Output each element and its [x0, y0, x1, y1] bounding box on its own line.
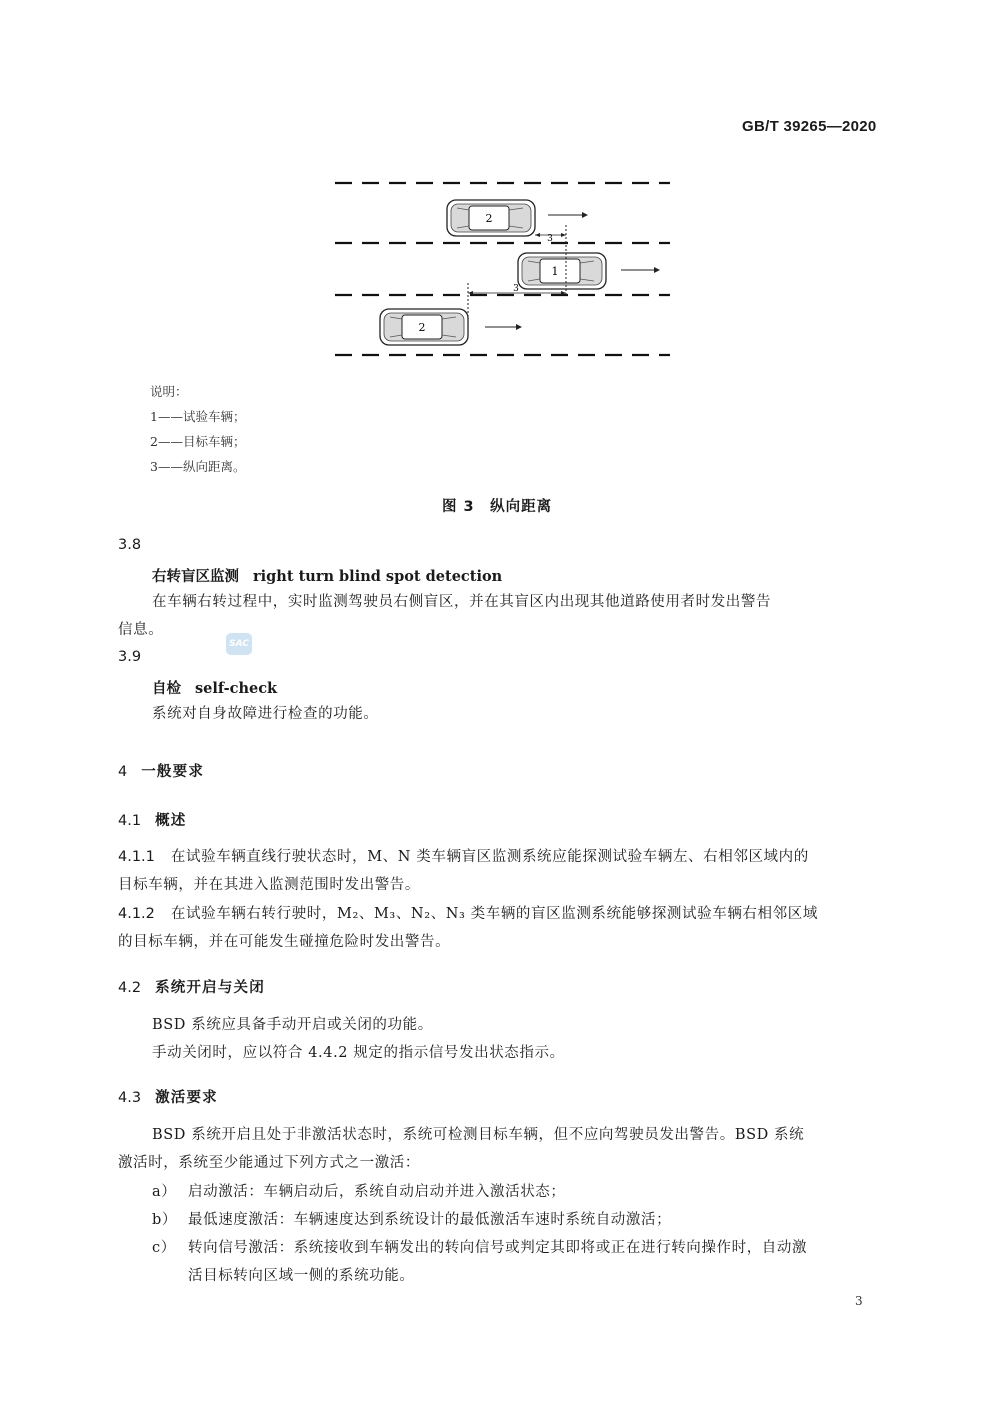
car-label: 2 — [485, 212, 493, 225]
term-heading — [152, 677, 277, 698]
section-heading: 4.2 系统开启与关闭 — [118, 980, 265, 996]
paragraph: 手动关闭时，应以符合 4.4.2 规定的指示信号发出状态指示。 — [152, 1045, 565, 1061]
paragraph: BSD 系统开启且处于非激活状态时，系统可检测目标车辆，但不应向驾驶员发出警告。BSD 系统 — [152, 1127, 805, 1143]
list-item: b） 最低速度激活：车辆速度达到系统设计的最低激活车速时系统自动激活； — [152, 1212, 672, 1228]
legend-item: 3——纵向距离。 — [150, 459, 246, 474]
legend-title: 说明： — [150, 384, 188, 399]
car-label: 2 — [418, 321, 426, 334]
figure-caption: 图 3 纵向距离 — [442, 499, 553, 515]
longitudinal-distance-figure — [330, 175, 675, 365]
clause-number: 3.8 — [118, 537, 142, 553]
definition-text: 系统对自身故障进行检查的功能。 — [152, 706, 379, 722]
term-chinese: 右转盲区监测 — [152, 569, 239, 585]
distance-label: 3 — [547, 234, 553, 244]
term-chinese: 自检 — [152, 681, 181, 697]
definition-text: 信息。 — [118, 622, 164, 638]
test-vehicle — [518, 253, 606, 289]
term-english: right turn blind spot detection — [253, 568, 503, 585]
definition-text: 在车辆右转过程中，实时监测驾驶员右侧盲区，并在其盲区内出现其他道路使用者时发出警告 — [152, 594, 772, 610]
page-number: 3 — [855, 1294, 863, 1308]
legend-item: 1——试验车辆； — [150, 409, 246, 424]
legend-item: 2——目标车辆； — [150, 434, 246, 449]
term-heading — [152, 565, 502, 586]
paragraph: 4.1.2 在试验车辆右转行驶时，M₂、M₃、N₂、N₃ 类车辆的盲区监测系统能够探测试验车辆右相邻区域 — [118, 906, 818, 922]
section-heading: 4 一般要求 — [118, 764, 205, 780]
term-english: self-check — [195, 680, 278, 697]
distance-label: 3 — [513, 284, 519, 294]
section-heading: 4.3 激活要求 — [118, 1090, 218, 1106]
list-item: c） 转向信号激活：系统接收到车辆发出的转向信号或判定其即将或正在进行转向操作时，自动激 — [152, 1240, 808, 1256]
target-vehicle-bottom — [380, 309, 468, 345]
list-item: 活目标转向区域一侧的系统功能。 — [188, 1268, 415, 1284]
standard-number: GB/T 39265—2020 — [742, 118, 877, 135]
paragraph: 目标车辆，并在其进入监测范围时发出警告。 — [118, 877, 420, 893]
target-vehicle-top — [447, 200, 535, 236]
sac-watermark: SAC — [226, 633, 252, 655]
paragraph: BSD 系统应具备手动开启或关闭的功能。 — [152, 1017, 433, 1033]
list-item: a） 启动激活：车辆启动后，系统自动启动并进入激活状态； — [152, 1184, 566, 1200]
paragraph: 的目标车辆，并在可能发生碰撞危险时发出警告。 — [118, 934, 451, 950]
paragraph: 激活时，系统至少能通过下列方式之一激活： — [118, 1155, 420, 1171]
section-heading: 4.1 概述 — [118, 813, 187, 829]
paragraph: 4.1.1 在试验车辆直线行驶状态时，M、N 类车辆盲区监测系统应能探测试验车辆左、右相邻区域内的 — [118, 849, 809, 865]
car-label: 1 — [551, 265, 559, 278]
clause-number: 3.9 — [118, 649, 142, 665]
